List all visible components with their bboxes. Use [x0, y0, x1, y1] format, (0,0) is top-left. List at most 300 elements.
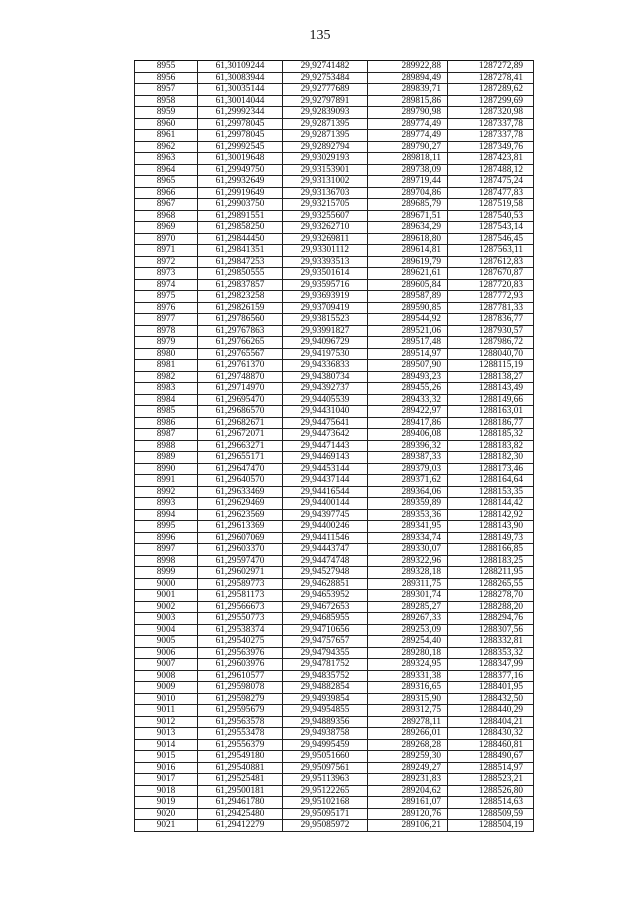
table-row [135, 693, 534, 705]
table-row [135, 578, 534, 590]
cell-point: 8959 [135, 107, 198, 119]
cell-lat: 61,29525481 [198, 774, 283, 786]
cell-y: 1288142,92 [448, 509, 534, 521]
cell-lon: 29,94392737 [283, 383, 368, 395]
cell-y: 1288509,59 [448, 808, 534, 820]
cell-lon: 29,94757657 [283, 636, 368, 648]
cell-lon: 29,93029193 [283, 153, 368, 165]
cell-x: 289331,38 [368, 670, 448, 682]
cell-lat: 61,29610577 [198, 670, 283, 682]
cell-point: 9013 [135, 728, 198, 740]
cell-y: 1288278,70 [448, 590, 534, 602]
table-row [135, 716, 534, 728]
cell-lat: 61,29765567 [198, 348, 283, 360]
cell-point: 8985 [135, 406, 198, 418]
cell-lat: 61,29461780 [198, 797, 283, 809]
cell-x: 289671,51 [368, 210, 448, 222]
table-row [135, 394, 534, 406]
table-row [135, 498, 534, 510]
table-row [135, 210, 534, 222]
table-row [135, 567, 534, 579]
cell-point: 8999 [135, 567, 198, 579]
table-row [135, 659, 534, 671]
cell-lat: 61,29581173 [198, 590, 283, 602]
cell-lat: 61,29607069 [198, 532, 283, 544]
cell-x: 289621,61 [368, 268, 448, 280]
cell-y: 1287278,41 [448, 72, 534, 84]
cell-y: 1287546,45 [448, 233, 534, 245]
cell-lat: 61,29992344 [198, 107, 283, 119]
cell-x: 289312,75 [368, 705, 448, 717]
cell-lon: 29,92741482 [283, 61, 368, 73]
cell-x: 289514,97 [368, 348, 448, 360]
table-row [135, 176, 534, 188]
cell-y: 1287337,78 [448, 118, 534, 130]
cell-y: 1287540,53 [448, 210, 534, 222]
cell-lon: 29,93815523 [283, 314, 368, 326]
cell-lon: 29,94471443 [283, 440, 368, 452]
cell-y: 1288404,21 [448, 716, 534, 728]
cell-x: 289818,11 [368, 153, 448, 165]
cell-y: 1288183,82 [448, 440, 534, 452]
cell-y: 1287423,81 [448, 153, 534, 165]
cell-point: 8963 [135, 153, 198, 165]
cell-point: 8970 [135, 233, 198, 245]
cell-lon: 29,93991827 [283, 325, 368, 337]
cell-lat: 61,29826159 [198, 302, 283, 314]
cell-x: 289396,32 [368, 440, 448, 452]
cell-y: 1288430,32 [448, 728, 534, 740]
cell-x: 289106,21 [368, 820, 448, 832]
cell-x: 289544,92 [368, 314, 448, 326]
table-row [135, 153, 534, 165]
cell-y: 1288307,56 [448, 624, 534, 636]
table-row [135, 164, 534, 176]
table-row [135, 245, 534, 257]
cell-x: 289922,88 [368, 61, 448, 73]
cell-y: 1288490,67 [448, 751, 534, 763]
cell-point: 8975 [135, 291, 198, 303]
cell-y: 1287475,24 [448, 176, 534, 188]
cell-point: 8979 [135, 337, 198, 349]
table-row [135, 521, 534, 533]
cell-x: 289790,98 [368, 107, 448, 119]
cell-point: 8957 [135, 84, 198, 96]
cell-y: 1287781,33 [448, 302, 534, 314]
cell-lon: 29,94473642 [283, 429, 368, 441]
cell-lon: 29,94954855 [283, 705, 368, 717]
cell-y: 1288149,73 [448, 532, 534, 544]
cell-x: 289455,26 [368, 383, 448, 395]
cell-y: 1288523,21 [448, 774, 534, 786]
cell-lat: 61,29500181 [198, 785, 283, 797]
table-row [135, 429, 534, 441]
cell-y: 1288182,30 [448, 452, 534, 464]
cell-lon: 29,94882854 [283, 682, 368, 694]
cell-x: 289433,32 [368, 394, 448, 406]
cell-lon: 29,94939854 [283, 693, 368, 705]
cell-y: 1288143,90 [448, 521, 534, 533]
table-row [135, 774, 534, 786]
cell-lon: 29,94475641 [283, 417, 368, 429]
cell-lon: 29,93262710 [283, 222, 368, 234]
cell-lon: 29,93269811 [283, 233, 368, 245]
cell-point: 8969 [135, 222, 198, 234]
cell-point: 9007 [135, 659, 198, 671]
cell-lon: 29,93153901 [283, 164, 368, 176]
cell-lon: 29,94628851 [283, 578, 368, 590]
cell-point: 8961 [135, 130, 198, 142]
cell-y: 1287320,98 [448, 107, 534, 119]
table-row [135, 141, 534, 153]
cell-point: 8971 [135, 245, 198, 257]
table-row [135, 785, 534, 797]
table-row [135, 705, 534, 717]
cell-lat: 61,29686570 [198, 406, 283, 418]
cell-y: 1288265,55 [448, 578, 534, 590]
table-row [135, 118, 534, 130]
cell-x: 289267,33 [368, 613, 448, 625]
cell-x: 289364,06 [368, 486, 448, 498]
cell-lon: 29,94437144 [283, 475, 368, 487]
cell-lon: 29,94405539 [283, 394, 368, 406]
cell-lon: 29,94995459 [283, 739, 368, 751]
table-row [135, 222, 534, 234]
cell-y: 1287612,83 [448, 256, 534, 268]
cell-x: 289507,90 [368, 360, 448, 372]
coordinates-table [134, 60, 534, 832]
table-body [135, 61, 534, 832]
cell-y: 1287299,69 [448, 95, 534, 107]
cell-point: 9002 [135, 601, 198, 613]
cell-y: 1288115,19 [448, 360, 534, 372]
cell-x: 289517,48 [368, 337, 448, 349]
cell-y: 1288186,77 [448, 417, 534, 429]
cell-lat: 61,29891551 [198, 210, 283, 222]
cell-lat: 61,29695470 [198, 394, 283, 406]
table-row [135, 199, 534, 211]
cell-y: 1288173,46 [448, 463, 534, 475]
cell-point: 9016 [135, 762, 198, 774]
cell-lon: 29,95097561 [283, 762, 368, 774]
cell-y: 1288138,27 [448, 371, 534, 383]
cell-y: 1287289,62 [448, 84, 534, 96]
cell-x: 289231,83 [368, 774, 448, 786]
cell-lon: 29,95095171 [283, 808, 368, 820]
table-row [135, 72, 534, 84]
cell-x: 289618,80 [368, 233, 448, 245]
cell-y: 1288401,95 [448, 682, 534, 694]
table-row [135, 291, 534, 303]
table-row [135, 233, 534, 245]
cell-lon: 29,94469143 [283, 452, 368, 464]
cell-x: 289324,95 [368, 659, 448, 671]
cell-point: 8996 [135, 532, 198, 544]
cell-y: 1288143,49 [448, 383, 534, 395]
cell-lat: 61,29598078 [198, 682, 283, 694]
cell-lon: 29,94710656 [283, 624, 368, 636]
cell-x: 289619,79 [368, 256, 448, 268]
cell-y: 1287349,76 [448, 141, 534, 153]
cell-lat: 61,29903750 [198, 199, 283, 211]
cell-point: 8980 [135, 348, 198, 360]
cell-y: 1288211,95 [448, 567, 534, 579]
cell-lat: 61,29932649 [198, 176, 283, 188]
cell-y: 1287543,14 [448, 222, 534, 234]
cell-x: 289521,06 [368, 325, 448, 337]
table-row [135, 762, 534, 774]
cell-x: 289406,08 [368, 429, 448, 441]
cell-lat: 61,29858250 [198, 222, 283, 234]
cell-y: 1288288,20 [448, 601, 534, 613]
cell-y: 1288526,80 [448, 785, 534, 797]
table-row [135, 440, 534, 452]
cell-x: 289379,03 [368, 463, 448, 475]
table-row [135, 314, 534, 326]
cell-lon: 29,92892794 [283, 141, 368, 153]
cell-lat: 61,29602971 [198, 567, 283, 579]
cell-y: 1288144,42 [448, 498, 534, 510]
cell-lon: 29,94397745 [283, 509, 368, 521]
cell-x: 289280,18 [368, 647, 448, 659]
cell-x: 289334,74 [368, 532, 448, 544]
cell-point: 8978 [135, 325, 198, 337]
cell-lat: 61,29663271 [198, 440, 283, 452]
cell-x: 289774,49 [368, 130, 448, 142]
cell-lat: 61,29919649 [198, 187, 283, 199]
cell-lon: 29,94431040 [283, 406, 368, 418]
table-row [135, 130, 534, 142]
cell-point: 8998 [135, 555, 198, 567]
cell-x: 289614,81 [368, 245, 448, 257]
cell-lon: 29,94197530 [283, 348, 368, 360]
cell-lat: 61,29595679 [198, 705, 283, 717]
cell-point: 8956 [135, 72, 198, 84]
cell-y: 1288164,64 [448, 475, 534, 487]
cell-x: 289322,96 [368, 555, 448, 567]
cell-y: 1288166,85 [448, 544, 534, 556]
cell-point: 9004 [135, 624, 198, 636]
cell-point: 8982 [135, 371, 198, 383]
cell-point: 8964 [135, 164, 198, 176]
cell-x: 289587,89 [368, 291, 448, 303]
cell-point: 9008 [135, 670, 198, 682]
cell-lon: 29,95102168 [283, 797, 368, 809]
cell-point: 8960 [135, 118, 198, 130]
cell-lat: 61,29786560 [198, 314, 283, 326]
cell-y: 1287563,11 [448, 245, 534, 257]
cell-point: 9017 [135, 774, 198, 786]
cell-y: 1288432,50 [448, 693, 534, 705]
cell-lon: 29,92753484 [283, 72, 368, 84]
cell-x: 289422,97 [368, 406, 448, 418]
cell-x: 289790,27 [368, 141, 448, 153]
cell-point: 9003 [135, 613, 198, 625]
cell-x: 289774,49 [368, 118, 448, 130]
table-row [135, 187, 534, 199]
cell-y: 1287772,93 [448, 291, 534, 303]
table-row [135, 107, 534, 119]
cell-y: 1288183,25 [448, 555, 534, 567]
cell-y: 1288163,01 [448, 406, 534, 418]
cell-point: 8990 [135, 463, 198, 475]
cell-point: 9001 [135, 590, 198, 602]
cell-lat: 61,30019648 [198, 153, 283, 165]
cell-lat: 61,29766265 [198, 337, 283, 349]
cell-lat: 61,29550773 [198, 613, 283, 625]
cell-lon: 29,94781752 [283, 659, 368, 671]
cell-point: 9009 [135, 682, 198, 694]
cell-x: 289301,74 [368, 590, 448, 602]
cell-point: 9021 [135, 820, 198, 832]
table-row [135, 406, 534, 418]
cell-point: 8966 [135, 187, 198, 199]
cell-lat: 61,29603370 [198, 544, 283, 556]
cell-point: 9012 [135, 716, 198, 728]
cell-lat: 61,29672071 [198, 429, 283, 441]
cell-y: 1288504,19 [448, 820, 534, 832]
cell-x: 289417,86 [368, 417, 448, 429]
cell-y: 1288294,76 [448, 613, 534, 625]
cell-lon: 29,93393513 [283, 256, 368, 268]
table-row [135, 613, 534, 625]
cell-lat: 61,30083944 [198, 72, 283, 84]
cell-lon: 29,95122265 [283, 785, 368, 797]
cell-x: 289328,18 [368, 567, 448, 579]
cell-lat: 61,29949750 [198, 164, 283, 176]
cell-lon: 29,94685955 [283, 613, 368, 625]
cell-point: 9015 [135, 751, 198, 763]
cell-y: 1288185,32 [448, 429, 534, 441]
cell-x: 289704,86 [368, 187, 448, 199]
cell-lon: 29,92871395 [283, 118, 368, 130]
cell-x: 289254,40 [368, 636, 448, 648]
cell-lon: 29,93501614 [283, 268, 368, 280]
cell-lon: 29,93255607 [283, 210, 368, 222]
cell-x: 289359,89 [368, 498, 448, 510]
table-row [135, 636, 534, 648]
cell-lon: 29,94835752 [283, 670, 368, 682]
cell-lat: 61,29553478 [198, 728, 283, 740]
cell-lat: 61,29538374 [198, 624, 283, 636]
cell-point: 8993 [135, 498, 198, 510]
cell-y: 1288149,66 [448, 394, 534, 406]
cell-lat: 61,29714970 [198, 383, 283, 395]
table-row [135, 371, 534, 383]
table-row [135, 739, 534, 751]
cell-y: 1287272,89 [448, 61, 534, 73]
cell-point: 8973 [135, 268, 198, 280]
table-row [135, 417, 534, 429]
cell-lat: 61,29847253 [198, 256, 283, 268]
table-row [135, 555, 534, 567]
cell-point: 8965 [135, 176, 198, 188]
cell-y: 1288353,32 [448, 647, 534, 659]
table-row [135, 590, 534, 602]
cell-lon: 29,94474748 [283, 555, 368, 567]
table-row [135, 670, 534, 682]
table-row [135, 452, 534, 464]
cell-lat: 61,29613369 [198, 521, 283, 533]
cell-y: 1287836,77 [448, 314, 534, 326]
cell-y: 1287477,83 [448, 187, 534, 199]
table-row [135, 279, 534, 291]
cell-point: 8988 [135, 440, 198, 452]
cell-lat: 61,29412279 [198, 820, 283, 832]
cell-lat: 61,29425480 [198, 808, 283, 820]
cell-point: 9006 [135, 647, 198, 659]
cell-lat: 61,29563976 [198, 647, 283, 659]
cell-x: 289341,95 [368, 521, 448, 533]
table-row [135, 797, 534, 809]
cell-lon: 29,94443747 [283, 544, 368, 556]
cell-lat: 61,29597470 [198, 555, 283, 567]
cell-lat: 61,29767863 [198, 325, 283, 337]
cell-lon: 29,94380734 [283, 371, 368, 383]
cell-point: 8995 [135, 521, 198, 533]
cell-lat: 61,29589773 [198, 578, 283, 590]
cell-point: 9011 [135, 705, 198, 717]
cell-lat: 61,30014044 [198, 95, 283, 107]
cell-x: 289738,09 [368, 164, 448, 176]
cell-y: 1287337,78 [448, 130, 534, 142]
cell-lon: 29,94336833 [283, 360, 368, 372]
cell-x: 289330,07 [368, 544, 448, 556]
cell-lon: 29,93709419 [283, 302, 368, 314]
cell-lat: 61,29623569 [198, 509, 283, 521]
cell-point: 8997 [135, 544, 198, 556]
cell-lon: 29,93301112 [283, 245, 368, 257]
cell-y: 1287720,83 [448, 279, 534, 291]
cell-lon: 29,95085972 [283, 820, 368, 832]
cell-lon: 29,93595716 [283, 279, 368, 291]
table-row [135, 325, 534, 337]
table-row [135, 84, 534, 96]
cell-x: 289634,29 [368, 222, 448, 234]
cell-point: 8958 [135, 95, 198, 107]
cell-lon: 29,94400144 [283, 498, 368, 510]
table-row [135, 544, 534, 556]
cell-lon: 29,95051660 [283, 751, 368, 763]
cell-lat: 61,29633469 [198, 486, 283, 498]
table-row [135, 475, 534, 487]
cell-x: 289120,76 [368, 808, 448, 820]
table-row [135, 302, 534, 314]
cell-lat: 61,29640570 [198, 475, 283, 487]
cell-y: 1288347,99 [448, 659, 534, 671]
cell-point: 8955 [135, 61, 198, 73]
cell-lat: 61,29540275 [198, 636, 283, 648]
cell-point: 9000 [135, 578, 198, 590]
cell-point: 9018 [135, 785, 198, 797]
cell-lon: 29,92839093 [283, 107, 368, 119]
cell-point: 8967 [135, 199, 198, 211]
page-number: 135 [309, 28, 331, 43]
cell-lat: 61,29761370 [198, 360, 283, 372]
cell-point: 8976 [135, 302, 198, 314]
cell-lon: 29,94672653 [283, 601, 368, 613]
cell-point: 8991 [135, 475, 198, 487]
cell-lon: 29,94794355 [283, 647, 368, 659]
cell-y: 1288514,97 [448, 762, 534, 774]
cell-point: 8974 [135, 279, 198, 291]
cell-x: 289590,85 [368, 302, 448, 314]
cell-x: 289894,49 [368, 72, 448, 84]
cell-y: 1287670,87 [448, 268, 534, 280]
cell-x: 289685,79 [368, 199, 448, 211]
table-row [135, 383, 534, 395]
cell-lat: 61,29566673 [198, 601, 283, 613]
